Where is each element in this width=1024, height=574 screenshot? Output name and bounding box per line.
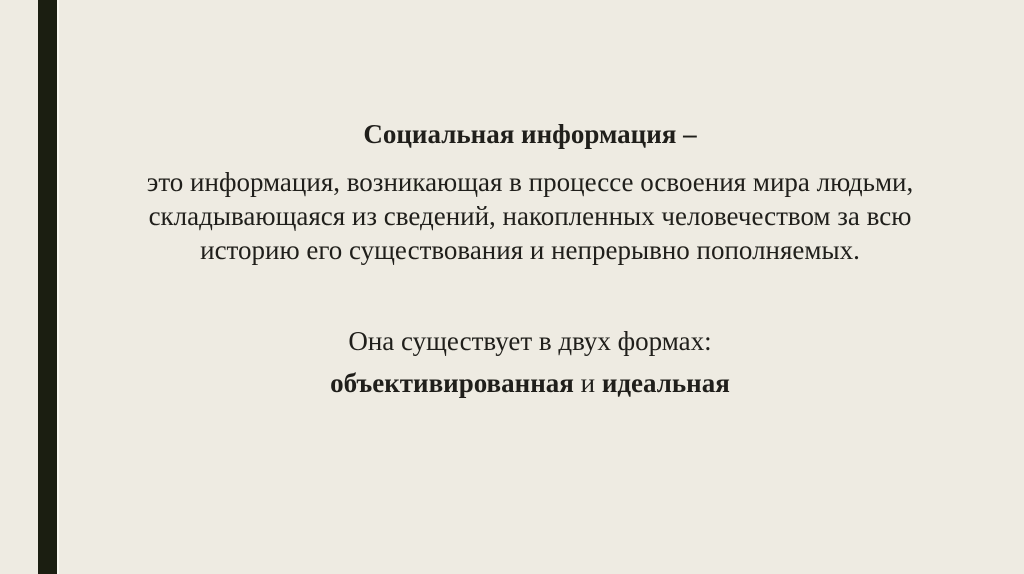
form-ideal: идеальная xyxy=(601,368,730,398)
slide-content xyxy=(76,118,984,400)
forms-intro-line: Она существует в двух формах: xyxy=(348,326,712,356)
forms-connector: и xyxy=(580,368,596,398)
forms-line xyxy=(76,366,984,400)
left-accent-bar xyxy=(38,0,59,574)
definition-paragraph xyxy=(76,165,984,267)
definition-line-2: складывающаяся из сведений, накопленных человечеством за всю xyxy=(148,201,912,231)
slide-title: Социальная информация – xyxy=(363,119,697,149)
form-objectified: объективированная xyxy=(330,368,574,398)
definition-line-3: историю его существования и непрерывно пополняемых. xyxy=(200,235,860,265)
definition-line-1: это информация, возникающая в процессе освоения мира людьми, xyxy=(146,167,914,197)
